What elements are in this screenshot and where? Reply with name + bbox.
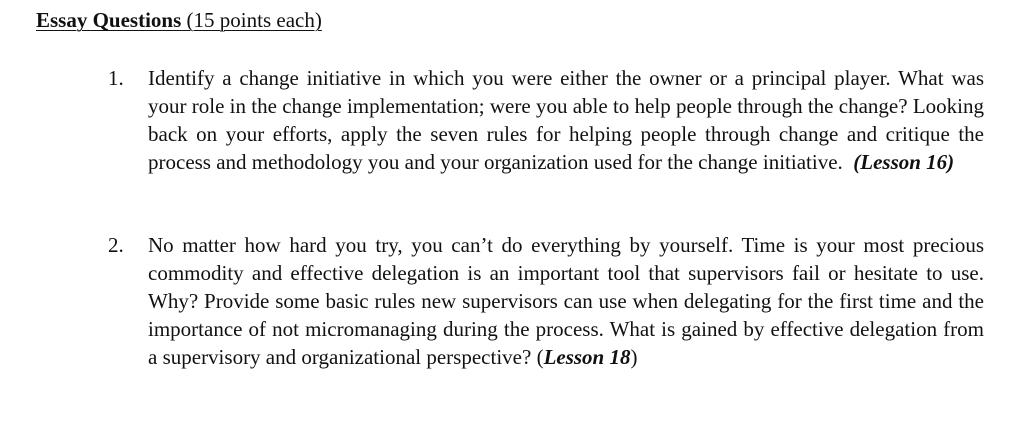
lesson-paren-close: ) <box>630 345 638 369</box>
question-body <box>148 64 984 176</box>
question-number: 1. <box>108 66 124 90</box>
points-note: (15 points each) <box>186 8 322 32</box>
question-number: 2. <box>108 233 124 257</box>
section-heading <box>36 7 322 33</box>
section-title: Essay Questions <box>36 8 182 32</box>
question-text: No matter how hard you try, you can’t do everything by yourself. Time is your most precious commodity and effective delegation is an important tool that supervisors fail or hesitate to use. Why? Provide some basic rules new supervisors can use when delegating for the first time and the importance of not micromanaging during the process. What is gained by effective delegation from a supervisory and organizational perspective? <box>148 233 984 369</box>
question-body <box>148 231 984 371</box>
lesson-reference: Lesson 18 <box>543 345 631 369</box>
lesson-paren-open: ( <box>536 345 544 369</box>
lesson-reference: (Lesson 16) <box>853 150 955 174</box>
essay-question-2 <box>108 231 984 371</box>
essay-question-1 <box>108 64 984 176</box>
question-text: Identify a change initiative in which you were either the owner or a principal player. What was your role in the change implementation; were you able to help people through the change? Looking back on your efforts, apply the seven rules for helping people through change and critique the process and methodology you and your organization used for the change initiative. <box>148 66 984 174</box>
